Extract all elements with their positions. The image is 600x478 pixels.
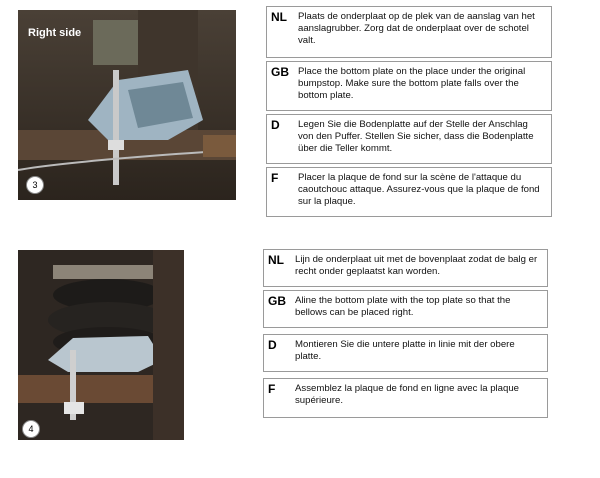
instruction-text: Plaats de onderplaat op de plek van de aanslag van het aanslagrubber. Zorg dat de onderplaat over de schotel valt. (298, 11, 535, 47)
step-3-instruction-f (266, 167, 552, 217)
instruction-text: Legen Sie die Bodenplatte auf der Stelle der Anschlag von den Puffer. Stellen Sie sicher, dass die Bodenplatte über die Teller kommt. (298, 119, 534, 155)
step-3-instruction-nl (266, 6, 552, 58)
step-4-instruction-nl (263, 249, 548, 287)
instruction-text: Aline the bottom plate with the top plate so that the bellows can be placed right. (295, 295, 511, 319)
language-code: GB (268, 294, 286, 308)
language-code: D (271, 118, 280, 132)
step-4-instruction-f (263, 378, 548, 418)
step-3-number-badge: 3 (26, 176, 44, 194)
language-code: NL (268, 253, 284, 267)
step-3-instruction-gb (266, 61, 552, 111)
instruction-text: Assemblez la plaque de fond en ligne avec la plaque supérieure. (295, 383, 520, 407)
language-code: GB (271, 65, 289, 79)
step-4-instruction-gb (263, 290, 548, 328)
language-code: D (268, 338, 277, 352)
language-code: NL (271, 10, 287, 24)
step-4-instruction-d (263, 334, 548, 372)
step-3-photo (18, 10, 236, 200)
language-code: F (268, 382, 276, 396)
step-3-instruction-d (266, 114, 552, 164)
instruction-text: Placer la plaque de fond sur la scène de l'attaque du caoutchouc attaque. Assurez-vous que la plaque de fond sur la plaque. (298, 172, 540, 208)
side-label: Right side (28, 27, 82, 39)
instruction-text: Place the bottom plate on the place under the original bumpstop. Make sure the bottom plate falls over the bottom plate. (298, 66, 526, 102)
step-4-number-badge: 4 (22, 420, 40, 438)
instruction-text: Lijn de onderplaat uit met de bovenplaat zodat de balg er recht onder geplaatst kan worden. (295, 254, 538, 278)
step-4-photo (18, 250, 184, 440)
language-code: F (271, 171, 279, 185)
instruction-text: Montieren Sie die untere platte in linie mit der obere platte. (295, 339, 515, 363)
step-4-illustration (18, 250, 184, 440)
